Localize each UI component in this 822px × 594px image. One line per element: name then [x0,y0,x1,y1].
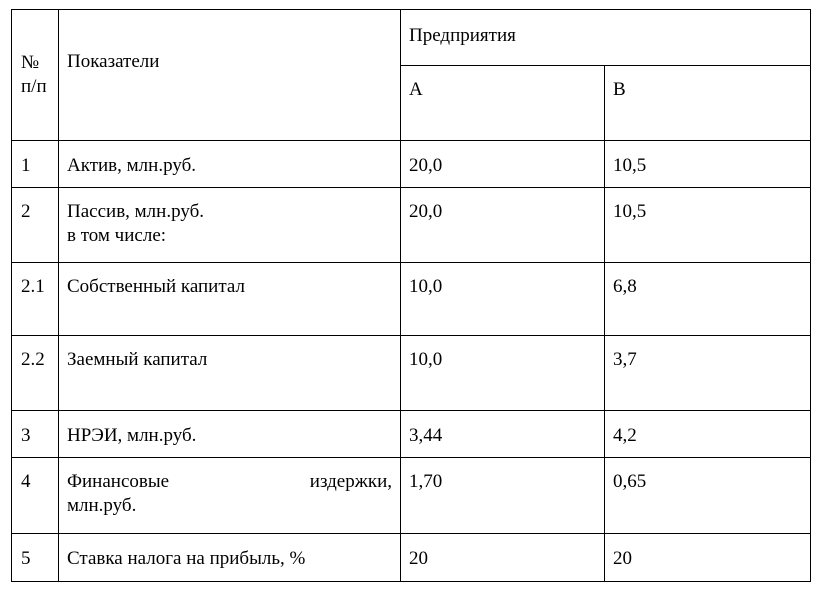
row-value-b: 4,2 [605,411,811,458]
row-value-b: 6,8 [605,263,811,336]
table-row [12,336,811,411]
row-value-a: 20 [401,534,605,582]
row-value-b: 0,65 [605,458,811,534]
row-value-b: 10,5 [605,188,811,263]
row-indicator: Собственный капитал [59,263,401,336]
row-indicator: НРЭИ, млн.руб. [59,411,401,458]
table-row [12,141,811,188]
row-value-b: 20 [605,534,811,582]
row-indicator-line1: Финансовые издержки, [67,471,392,492]
row-indicator: Актив, млн.руб. [59,141,401,188]
row-num: 5 [12,534,59,582]
row-value-a: 10,0 [401,336,605,411]
row-num: 2.1 [12,263,59,336]
row-num: 4 [12,458,59,534]
row-value-a: 3,44 [401,411,605,458]
header-num: № п/п [12,10,59,141]
row-value-a: 20,0 [401,141,605,188]
row-value-a: 1,70 [401,458,605,534]
row-indicator-line1: Пассив, млн.руб. [67,201,204,222]
table-row [12,411,811,458]
row-num: 1 [12,141,59,188]
row-num: 2.2 [12,336,59,411]
header-col-b: В [605,66,811,141]
row-indicator [59,458,401,534]
header-row-top [12,10,811,66]
row-indicator-line2: в том числе: [67,225,167,246]
row-num: 3 [12,411,59,458]
table-row [12,263,811,336]
row-value-b: 10,5 [605,141,811,188]
data-table [11,9,811,582]
row-indicator [59,188,401,263]
row-indicator: Ставка налога на прибыль, % [59,534,401,582]
row-indicator-line2: млн.руб. [67,495,137,516]
row-value-b: 3,7 [605,336,811,411]
row-value-a: 10,0 [401,263,605,336]
header-col-a: А [401,66,605,141]
table-row [12,188,811,263]
table-row [12,534,811,582]
row-indicator: Заемный капитал [59,336,401,411]
row-num: 2 [12,188,59,263]
header-enterprises: Предприятия [401,10,811,66]
table-row [12,458,811,534]
header-indicator: Показатели [59,10,401,141]
row-value-a: 20,0 [401,188,605,263]
